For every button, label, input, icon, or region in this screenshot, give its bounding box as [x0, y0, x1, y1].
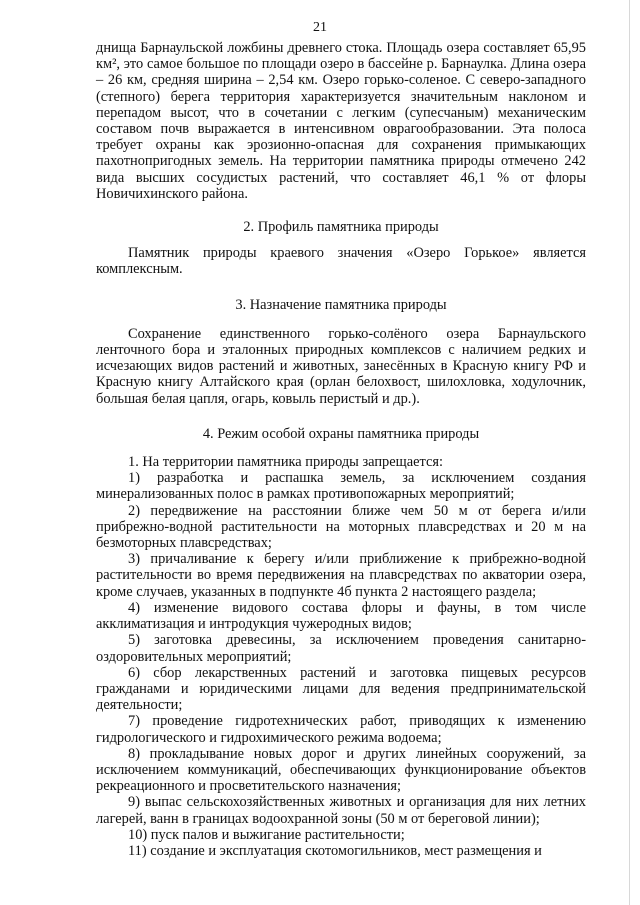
scan-edge-divider [629, 0, 630, 905]
list-item: 6) сбор лекарственных растений и заготовка пищевых ресурсов гражданами и юридическими лицами для ведения предпринимательской деятельности; [96, 664, 586, 714]
list-item: 8) прокладывание новых дорог и других линейных сооружений, за исключением коммуникаций, обеспечивающих функционирование объектов рекреационного и просветительского назначения; [96, 745, 586, 795]
list-item: 9) выпас сельскохозяйственных животных и организация для них летних лагерей, ванн в границах водоохранной зоны (50 м от береговой линии); [96, 794, 586, 827]
list-item: 11) создание и эксплуатация скотомогильников, мест размещения и [128, 842, 542, 859]
list-item: 5) заготовка древесины, за исключением проведения санитарно-оздоровительных мероприятий; [96, 632, 586, 665]
section-4-heading: 4. Режим особой охраны памятника природы [202, 425, 480, 442]
list-item: 4) изменение видового состава флоры и фауны, в том числе акклиматизация и интродукция чужеродных видов; [96, 599, 586, 633]
list-item: 7) проведение гидротехнических работ, приводящих к изменению гидрологического и гидрохимического режима водоема; [96, 713, 586, 746]
section-2-heading: 2. Профиль памятника природы [243, 219, 439, 236]
prohibitions-intro: 1. На территории памятника природы запрещается: [128, 454, 443, 471]
page-number: 21 [313, 20, 327, 35]
prohibitions-list [96, 454, 586, 859]
list-item: 3) причаливание к берегу и/или приближение к прибрежно-водной растительности во время передвижения на плавсредствах по акватории озера, кроме случаев, указанных в подпункте 4б пункта 2 настоящего раздела; [96, 551, 586, 600]
document-body [96, 40, 586, 859]
list-item: 1) разработка и распашка земель, за исключением создания минерализованных полос в рамках противопожарных мероприятий; [96, 470, 586, 503]
section-2-text: Памятник природы краевого значения «Озеро Горькое» является комплексным. [96, 245, 586, 278]
list-item: 2) передвижение на расстоянии ближе чем 50 м от берега и/или прибрежно-водной растительности на моторных плавсредствах и 20 м на безмоторных плавсредствах; [96, 502, 586, 552]
section-3-heading: 3. Назначение памятника природы [235, 296, 447, 313]
section-3-text: Сохранение единственного горько-солёного озера Барнаульского ленточного бора и эталонных природных комплексов с наличием редких и исчезающих видов растений и животных, занесённых в Красную книгу РФ и Красную книгу Алтайского края (орлан белохвост, шилохловка, ходулочник, большая белая цапля, огарь, ковыль перистый и др.). [96, 325, 586, 407]
intro-paragraph: днища Барнаульской ложбины древнего стока. Площадь озера составляет 65,95 км², это самое большое по площади озеро в бассейне р. Барнаулка. Длина озера – 26 км, средняя ширина – 2,54 км. Озеро горько-соленое. С северо-западного (степного) берега территория характеризуется значительным наклоном и перепадом высот, что в сочетании с легким (супесчаным) механическим составом почв выражается в интенсивном оврагообразовании. Эта полоса требует охраны как эрозионно-опасная для сохранения примыкающих пахотнопригодных земель. На территории памятника природы отмечено 242 вида высших сосудистых растений, что составляет 46,1 % от флоры Новичихинского района. [96, 40, 586, 202]
list-item: 10) пуск палов и выжигание растительности; [128, 826, 405, 843]
